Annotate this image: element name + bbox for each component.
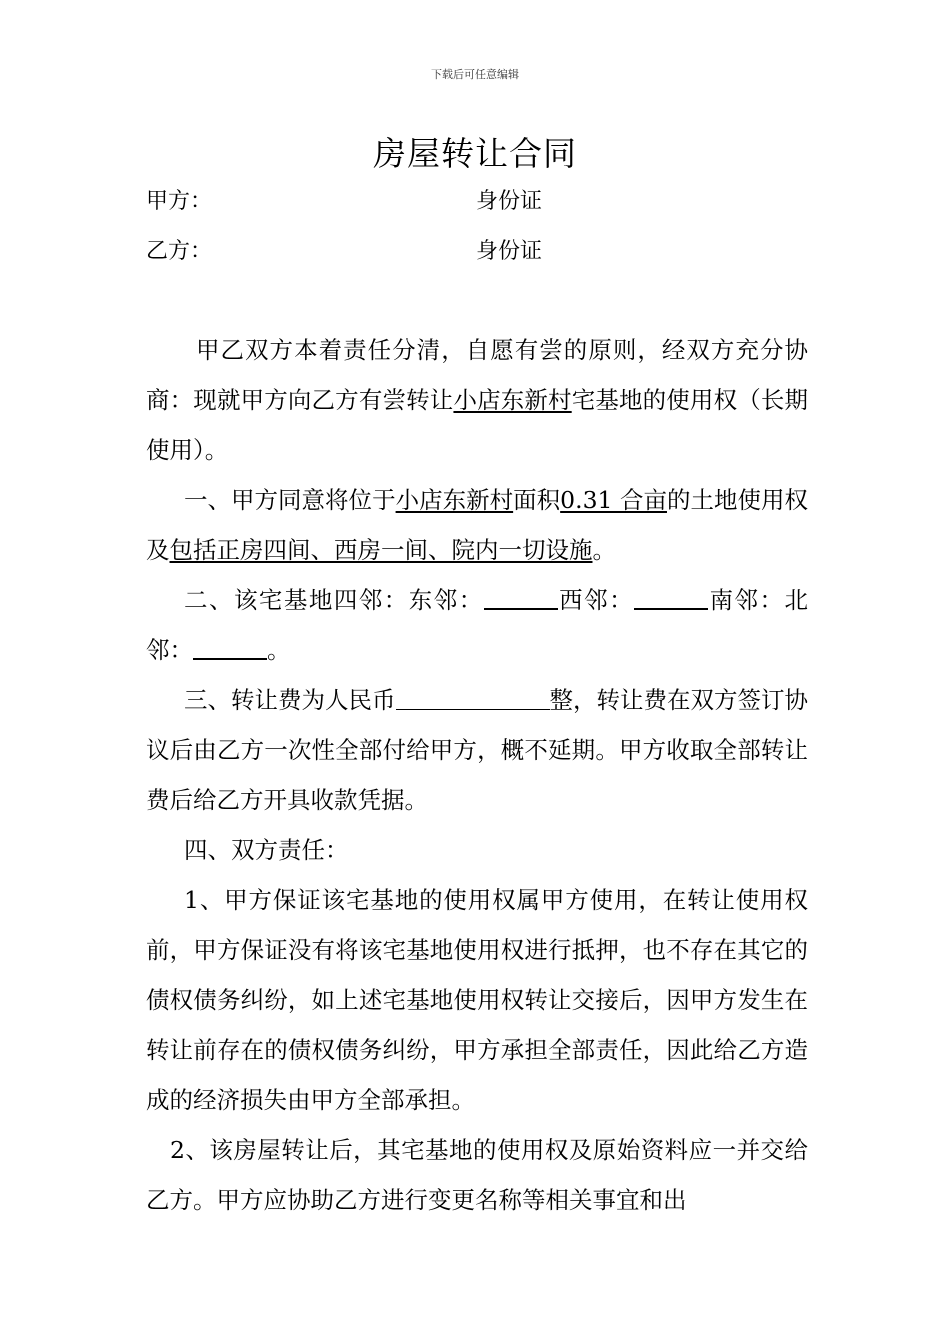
clause-1-text-3: 的土地使用权及 bbox=[146, 486, 809, 564]
contract-body bbox=[146, 325, 808, 1225]
transfer-fee-blank bbox=[396, 687, 550, 710]
clause-1 bbox=[146, 475, 808, 575]
clause-4-2: 2、该房屋转让后，其宅基地的使用权及原始资料应一并交给乙方。甲方应协助乙方进行变更名称等相关事宜和出 bbox=[146, 1136, 808, 1214]
clause-3-text-1: 三、转让费为人民币 bbox=[184, 686, 396, 714]
clause-1-scope: 包括正房四间、西房一间、院内一切设施 bbox=[169, 536, 593, 564]
clause-1-text-1: 一、甲方同意将位于 bbox=[184, 486, 396, 514]
header-note: 下载后可任意编辑 bbox=[431, 68, 519, 81]
clause-2-east-label: 二、该宅基地四邻：东邻： bbox=[184, 586, 484, 614]
clause-2-west-label: 西邻： bbox=[557, 586, 635, 614]
clause-3-text-2: 整，转让费在双方签订协议后由乙方一次性全部付给甲方，概不延期。甲方收取全部转让费后给乙方开具收款凭据。 bbox=[146, 686, 808, 814]
party-b-id-label: 身份证 bbox=[476, 239, 543, 264]
party-a-row bbox=[146, 184, 846, 218]
party-a-id-label: 身份证 bbox=[476, 189, 543, 214]
document-title: 房屋转让合同 bbox=[373, 134, 577, 173]
intro-text-1: 甲乙双方本着责任分清，自愿有尝的原则，经双方充分协商：现就甲方向乙方有尝转让 bbox=[146, 336, 808, 414]
clause-2-south-label: 南邻： bbox=[708, 586, 785, 614]
west-neighbor-blank bbox=[634, 586, 708, 610]
north-neighbor-blank bbox=[193, 636, 267, 660]
intro-paragraph bbox=[146, 325, 808, 475]
clause-4-1: 1、甲方保证该宅基地的使用权属甲方使用，在转让使用权前，甲方保证没有将该宅基地使用权进行抵押，也不存在其它的债权债务纠纷，如上述宅基地使用权转让交接后，因甲方发生在转让前存在的债权债务纠纷，甲方承担全部责任，因此给乙方造成的经济损失由甲方全部承担。 bbox=[146, 886, 808, 1114]
clause-1-area: 0.31 合亩 bbox=[560, 486, 667, 514]
clause-1-text-2: 面积 bbox=[513, 486, 561, 514]
clause-2-north-label: 北邻： bbox=[146, 586, 809, 664]
clause-1-text-4: 。 bbox=[592, 536, 616, 564]
party-b-row bbox=[146, 234, 846, 268]
clause-2-end: 。 bbox=[267, 636, 291, 664]
clause-3 bbox=[146, 675, 808, 825]
clause-4-title: 四、双方责任： bbox=[184, 836, 349, 864]
clause-2 bbox=[146, 575, 808, 675]
intro-location: 小店东新村 bbox=[453, 386, 572, 414]
party-b-label: 乙方： bbox=[146, 239, 213, 264]
party-a-label: 甲方： bbox=[146, 189, 213, 214]
east-neighbor-blank bbox=[484, 586, 558, 610]
intro-text-2: 宅基地的使用权（长期使用）。 bbox=[146, 386, 809, 464]
clause-1-location: 小店东新村 bbox=[395, 486, 514, 514]
